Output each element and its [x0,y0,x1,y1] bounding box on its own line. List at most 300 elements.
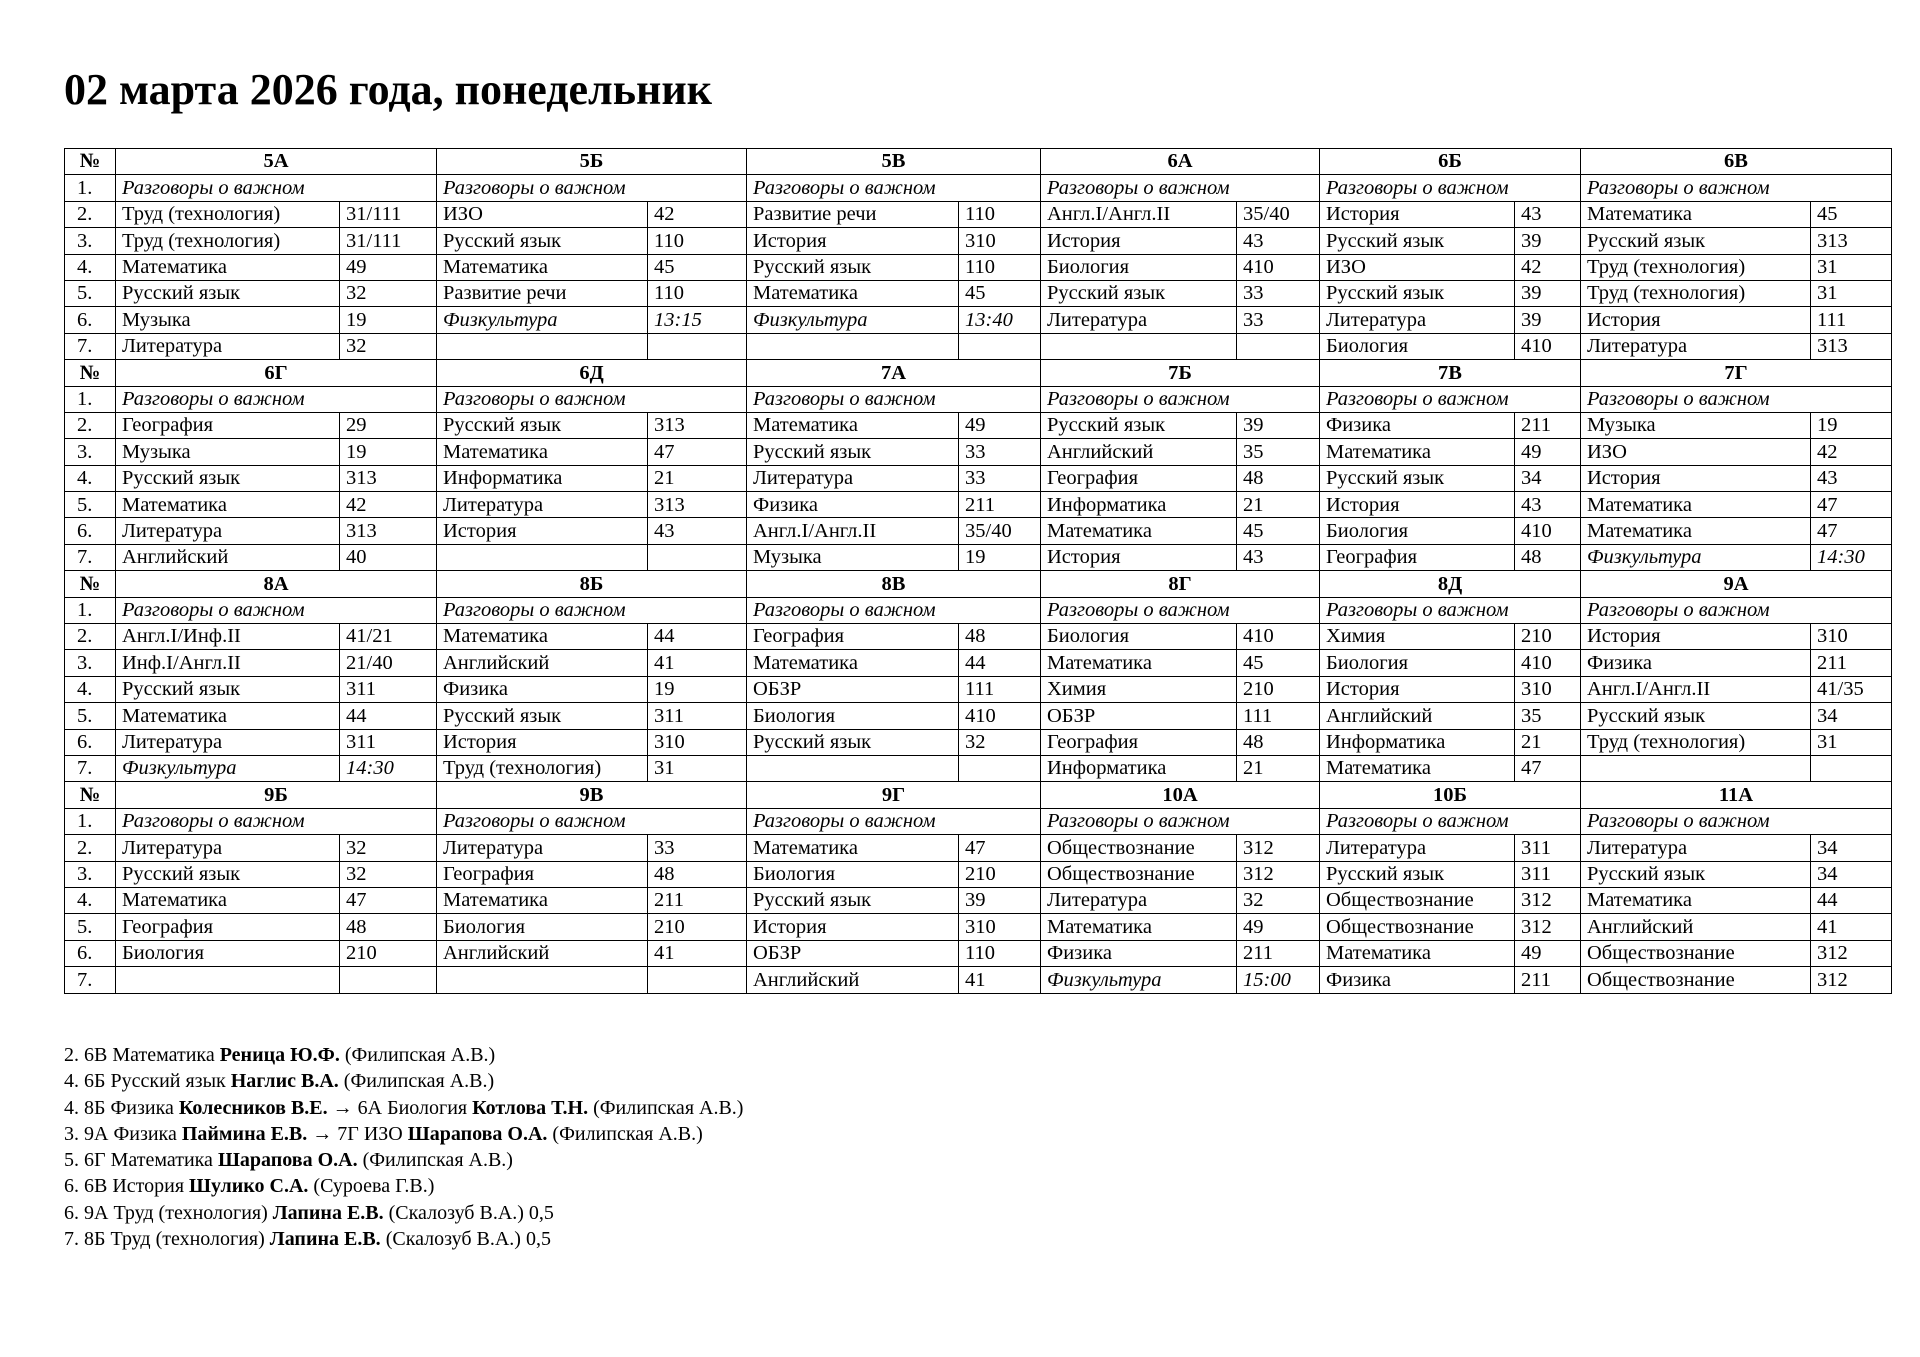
note-text: (Скалозуб В.А.) 0,5 [383,1201,554,1224]
lesson-subject: Биология [1320,518,1515,544]
class-name: 5Б [437,149,747,175]
lesson-number: 3. [65,650,116,676]
lesson-subject: ИЗО [437,201,648,227]
lesson-subject: Математика [1320,439,1515,465]
lesson-subject: Математика [1581,201,1811,227]
lesson-subject: Обществознание [1041,835,1237,861]
lesson-subject: ОБЗР [747,676,959,702]
lesson-room: 313 [340,518,437,544]
lesson-room: 45 [1237,518,1320,544]
lesson-room: 44 [648,624,747,650]
lesson-row [65,650,1892,676]
lesson-room: 111 [1811,307,1892,333]
lesson-room: 48 [648,861,747,887]
lesson-room: 14:30 [1811,544,1892,570]
lesson-room: 311 [1515,835,1581,861]
lesson-subject: Разговоры о важном [437,175,747,201]
lesson-room: 14:30 [340,755,437,781]
lesson-number: 2. [65,201,116,227]
class-name: 10Б [1320,782,1581,808]
lesson-number: 6. [65,518,116,544]
lesson-room: 110 [959,201,1041,227]
lesson-subject: Русский язык [1581,861,1811,887]
lesson-subject: География [437,861,648,887]
class-name: 8В [747,571,1041,597]
lesson-row [65,729,1892,755]
lesson-subject: Русский язык [1041,412,1237,438]
lesson-room: 33 [959,439,1041,465]
lesson-room: 110 [959,940,1041,966]
lesson-subject: Обществознание [1581,967,1811,993]
lesson-room: 211 [648,887,747,913]
lesson-room: 313 [1811,228,1892,254]
lesson-subject: Литература [116,835,340,861]
lesson-subject: Литература [116,729,340,755]
substitution-note [64,1042,743,1068]
class-name: 8Г [1041,571,1320,597]
lesson-room: 43 [1515,492,1581,518]
lesson-room: 47 [959,835,1041,861]
lesson-subject: Разговоры о важном [116,597,437,623]
lesson-subject: Разговоры о важном [1320,175,1581,201]
lesson-number: 6. [65,729,116,755]
class-header-row [65,782,1892,808]
lesson-subject: Литература [1041,307,1237,333]
lesson-subject: Английский [437,940,648,966]
lesson-row [65,914,1892,940]
lesson-room: 15:00 [1237,967,1320,993]
lesson-row [65,835,1892,861]
lesson-room: 48 [959,624,1041,650]
lesson-room: 32 [340,835,437,861]
lesson-number: 7. [65,333,116,359]
note-text: 7. 8Б Труд (технология) [64,1228,270,1251]
lesson-room: 42 [340,492,437,518]
class-name: 6В [1581,149,1892,175]
lesson-subject: Литература [1581,333,1811,359]
lesson-subject: География [1320,544,1515,570]
teacher-name: Шарапова О.А. [217,1149,358,1172]
lesson-number: 6. [65,307,116,333]
lesson-room: 35 [1237,439,1320,465]
lesson-row [65,439,1892,465]
lesson-room: 211 [1237,940,1320,966]
lesson-room: 44 [959,650,1041,676]
lesson-room [959,333,1041,359]
lesson-subject: Литература [1320,835,1515,861]
lesson-subject: Труд (технология) [1581,729,1811,755]
lesson-room: 31 [648,755,747,781]
lesson-subject: Русский язык [116,280,340,306]
lesson-number: 6. [65,940,116,966]
lesson-room: 43 [1237,228,1320,254]
lesson-room: 110 [648,228,747,254]
class-name: 11А [1581,782,1892,808]
lesson-row [65,307,1892,333]
lesson-room: 35/40 [959,518,1041,544]
lesson-room: 21 [1237,492,1320,518]
lesson-room: 41 [959,967,1041,993]
class-name: 10А [1041,782,1320,808]
lesson-subject: История [1320,201,1515,227]
lesson-room: 32 [1237,887,1320,913]
lesson-subject: География [1041,729,1237,755]
lesson-subject: Разговоры о важном [437,386,747,412]
lesson-subject: История [437,729,648,755]
lesson-subject: ОБЗР [1041,703,1237,729]
lesson-number: 2. [65,412,116,438]
lesson-room: 43 [1515,201,1581,227]
lesson-subject: Разговоры о важном [747,386,1041,412]
lesson-room: 40 [340,544,437,570]
lesson-subject: Литература [116,333,340,359]
lesson-subject: Русский язык [437,412,648,438]
lesson-room: 49 [1515,940,1581,966]
lesson-room: 410 [1237,624,1320,650]
lesson-subject: Физкультура [437,307,648,333]
lesson-number: 2. [65,835,116,861]
lesson-subject: Разговоры о важном [1320,808,1581,834]
schedule-table [64,148,1892,994]
lesson-subject: Математика [116,492,340,518]
lesson-subject: Разговоры о важном [116,175,437,201]
lesson-room: 31 [1811,729,1892,755]
note-text: (Филипская А.В.) [547,1122,703,1145]
lesson-number-header: № [65,360,116,386]
class-name: 8А [116,571,437,597]
lesson-subject: История [747,228,959,254]
lesson-room [1237,333,1320,359]
lesson-subject: Математика [747,280,959,306]
lesson-subject [1581,755,1811,781]
lesson-room: 31 [1811,280,1892,306]
lesson-number: 3. [65,228,116,254]
note-text: (Суроева Г.В.) [308,1175,435,1198]
lesson-subject: Музыка [747,544,959,570]
lesson-number: 1. [65,386,116,412]
lesson-room: 19 [340,439,437,465]
lesson-row [65,808,1892,834]
lesson-room: 41 [1811,914,1892,940]
teacher-name: Шарапова О.А. [407,1122,548,1145]
note-text: 6. 9А Труд (технология) [64,1201,273,1224]
lesson-subject: Математика [747,412,959,438]
lesson-room: 41/35 [1811,676,1892,702]
lesson-number-header: № [65,571,116,597]
lesson-subject: Математика [116,887,340,913]
lesson-room: 45 [1811,201,1892,227]
lesson-subject: Музыка [116,307,340,333]
lesson-room: 45 [1237,650,1320,676]
lesson-row [65,544,1892,570]
lesson-subject: Физика [747,492,959,518]
lesson-subject: Разговоры о важном [116,808,437,834]
lesson-subject: Русский язык [1581,703,1811,729]
lesson-row [65,333,1892,359]
lesson-subject: История [1581,307,1811,333]
lesson-room: 33 [1237,280,1320,306]
lesson-subject: Труд (технология) [1581,280,1811,306]
lesson-subject: Разговоры о важном [1320,597,1581,623]
lesson-subject: География [116,914,340,940]
lesson-subject [437,967,648,993]
lesson-subject: Разговоры о важном [437,597,747,623]
lesson-row [65,412,1892,438]
lesson-room: 21 [648,465,747,491]
lesson-number: 5. [65,703,116,729]
lesson-subject: История [437,518,648,544]
lesson-subject: Химия [1320,624,1515,650]
lesson-subject: Русский язык [116,465,340,491]
lesson-room: 110 [959,254,1041,280]
note-text: 4. 8Б Физика [64,1096,179,1119]
lesson-row [65,228,1892,254]
lesson-room: 21 [1237,755,1320,781]
substitution-note [64,1226,743,1252]
lesson-room: 43 [648,518,747,544]
lesson-room: 39 [1515,280,1581,306]
class-header-row [65,571,1892,597]
lesson-room: 19 [959,544,1041,570]
lesson-room: 48 [340,914,437,940]
lesson-subject: Обществознание [1581,940,1811,966]
lesson-subject: ИЗО [1320,254,1515,280]
lesson-subject: Математика [437,624,648,650]
substitution-note [64,1147,743,1173]
lesson-subject: Математика [747,650,959,676]
teacher-name: Лапина Е.В. [269,1228,381,1251]
lesson-room [648,544,747,570]
class-name: 9Б [116,782,437,808]
class-name: 9В [437,782,747,808]
lesson-subject: Музыка [116,439,340,465]
lesson-room: 211 [959,492,1041,518]
lesson-subject: Математика [1581,887,1811,913]
class-name: 6Б [1320,149,1581,175]
teacher-name: Колесников В.Е. [178,1096,328,1119]
lesson-subject: Физкультура [116,755,340,781]
lesson-room: 41/21 [340,624,437,650]
lesson-room: 13:40 [959,307,1041,333]
lesson-subject: Английский [1041,439,1237,465]
substitution-note [64,1095,743,1121]
lesson-subject: Разговоры о важном [1581,175,1892,201]
lesson-subject: Разговоры о важном [1581,808,1892,834]
note-text: → 6А Биология [327,1096,473,1119]
lesson-subject: Биология [1041,624,1237,650]
lesson-room: 210 [1237,676,1320,702]
lesson-room: 410 [1515,333,1581,359]
lesson-subject: Физика [1041,940,1237,966]
lesson-room: 34 [1811,703,1892,729]
lesson-subject: Физкультура [1041,967,1237,993]
lesson-number: 4. [65,254,116,280]
lesson-subject: Математика [1041,914,1237,940]
lesson-subject: Английский [1320,703,1515,729]
lesson-row [65,703,1892,729]
lesson-room [340,967,437,993]
lesson-subject: Русский язык [1041,280,1237,306]
lesson-room: 410 [959,703,1041,729]
lesson-number: 7. [65,755,116,781]
page-title: 02 марта 2026 года, понедельник [64,65,713,114]
lesson-subject: Математика [1041,650,1237,676]
lesson-subject: Русский язык [1320,465,1515,491]
lesson-row [65,175,1892,201]
lesson-room: 39 [1515,228,1581,254]
lesson-number: 5. [65,914,116,940]
lesson-room: 111 [959,676,1041,702]
lesson-subject [437,544,648,570]
lesson-room: 410 [1237,254,1320,280]
lesson-room: 35 [1515,703,1581,729]
class-name: 5В [747,149,1041,175]
note-text: (Филипская А.В.) [588,1096,744,1119]
lesson-room: 310 [959,914,1041,940]
note-text: (Филипская А.В.) [338,1070,495,1093]
lesson-room: 312 [1811,967,1892,993]
lesson-subject: Английский [437,650,648,676]
lesson-subject: Биология [747,703,959,729]
lesson-subject: Русский язык [747,439,959,465]
lesson-room: 19 [1811,412,1892,438]
lesson-subject: Физкультура [747,307,959,333]
substitution-note [64,1121,743,1147]
lesson-subject: Разговоры о важном [1041,808,1320,834]
lesson-room: 44 [1811,887,1892,913]
lesson-subject: Разговоры о важном [747,175,1041,201]
class-name: 5А [116,149,437,175]
substitution-note [64,1200,743,1226]
lesson-room: 45 [959,280,1041,306]
lesson-row [65,465,1892,491]
lesson-room: 33 [648,835,747,861]
lesson-room: 34 [1811,835,1892,861]
lesson-room: 211 [1515,967,1581,993]
note-text: 5. 6Г Математика [64,1149,218,1172]
lesson-room: 410 [1515,650,1581,676]
lesson-room: 43 [1811,465,1892,491]
lesson-subject: Русский язык [116,676,340,702]
class-name: 7Г [1581,360,1892,386]
note-text: 4. 6Б Русский язык [64,1070,231,1093]
lesson-room: 39 [959,887,1041,913]
note-text: (Филипская А.В.) [357,1149,513,1172]
note-text: (Филипская А.В.) [339,1044,496,1066]
class-name: 6Д [437,360,747,386]
lesson-number: 4. [65,676,116,702]
lesson-room: 310 [1515,676,1581,702]
lesson-number-header: № [65,782,116,808]
lesson-subject: География [116,412,340,438]
lesson-room: 311 [340,729,437,755]
class-name: 7Б [1041,360,1320,386]
class-name: 9А [1581,571,1892,597]
lesson-subject: Англ.I/Англ.II [1581,676,1811,702]
lesson-room: 311 [648,703,747,729]
lesson-subject: Биология [1041,254,1237,280]
lesson-room: 31/111 [340,228,437,254]
class-header-row [65,149,1892,175]
lesson-room: 43 [1237,544,1320,570]
lesson-number: 7. [65,967,116,993]
lesson-subject: Математика [116,703,340,729]
teacher-name: Наглис В.А. [230,1070,339,1093]
lesson-subject: Русский язык [1320,280,1515,306]
lesson-subject: Литература [1320,307,1515,333]
lesson-subject: Русский язык [747,254,959,280]
lesson-subject: Русский язык [1320,861,1515,887]
lesson-row [65,940,1892,966]
lesson-subject: Труд (технология) [1581,254,1811,280]
teacher-name: Паймина Е.В. [181,1122,308,1145]
lesson-room: 311 [1515,861,1581,887]
lesson-row [65,254,1892,280]
note-text: (Скалозуб В.А.) 0,5 [380,1228,551,1251]
lesson-room: 49 [1237,914,1320,940]
lesson-subject: ИЗО [1581,439,1811,465]
lesson-number: 5. [65,492,116,518]
lesson-subject: Математика [437,254,648,280]
lesson-room: 31/111 [340,201,437,227]
substitution-notes [64,1042,743,1252]
lesson-subject: Математика [1320,940,1515,966]
lesson-room: 19 [340,307,437,333]
teacher-name: Реница Ю.Ф. [219,1044,340,1066]
lesson-room: 32 [340,280,437,306]
lesson-room: 47 [340,887,437,913]
lesson-subject: Биология [437,914,648,940]
lesson-subject: ОБЗР [747,940,959,966]
lesson-room: 39 [1515,307,1581,333]
lesson-room [959,755,1041,781]
lesson-subject: История [1581,624,1811,650]
lesson-number: 2. [65,624,116,650]
lesson-number: 4. [65,887,116,913]
lesson-room: 312 [1237,861,1320,887]
lesson-subject: Русский язык [1320,228,1515,254]
lesson-room [648,333,747,359]
lesson-room: 47 [648,439,747,465]
lesson-row [65,887,1892,913]
lesson-subject: Химия [1041,676,1237,702]
lesson-subject: Биология [1320,333,1515,359]
class-name: 8Д [1320,571,1581,597]
lesson-room: 48 [1237,729,1320,755]
lesson-subject: Физика [1320,967,1515,993]
lesson-subject [747,755,959,781]
lesson-subject: Разговоры о важном [1581,597,1892,623]
lesson-room: 313 [1811,333,1892,359]
lesson-subject: Разговоры о важном [1041,386,1320,412]
lesson-room: 29 [340,412,437,438]
lesson-room: 35/40 [1237,201,1320,227]
lesson-subject: География [747,624,959,650]
lesson-subject: Английский [747,967,959,993]
lesson-subject: Физика [1320,412,1515,438]
lesson-room: 13:15 [648,307,747,333]
lesson-room [648,967,747,993]
lesson-subject: Физика [437,676,648,702]
lesson-room: 49 [340,254,437,280]
lesson-subject: Музыка [1581,412,1811,438]
lesson-room: 310 [648,729,747,755]
lesson-subject: Математика [1581,492,1811,518]
lesson-room: 211 [1515,412,1581,438]
lesson-subject: Математика [1581,518,1811,544]
lesson-subject: Математика [1320,755,1515,781]
lesson-subject: Англ.I/Англ.II [1041,201,1237,227]
